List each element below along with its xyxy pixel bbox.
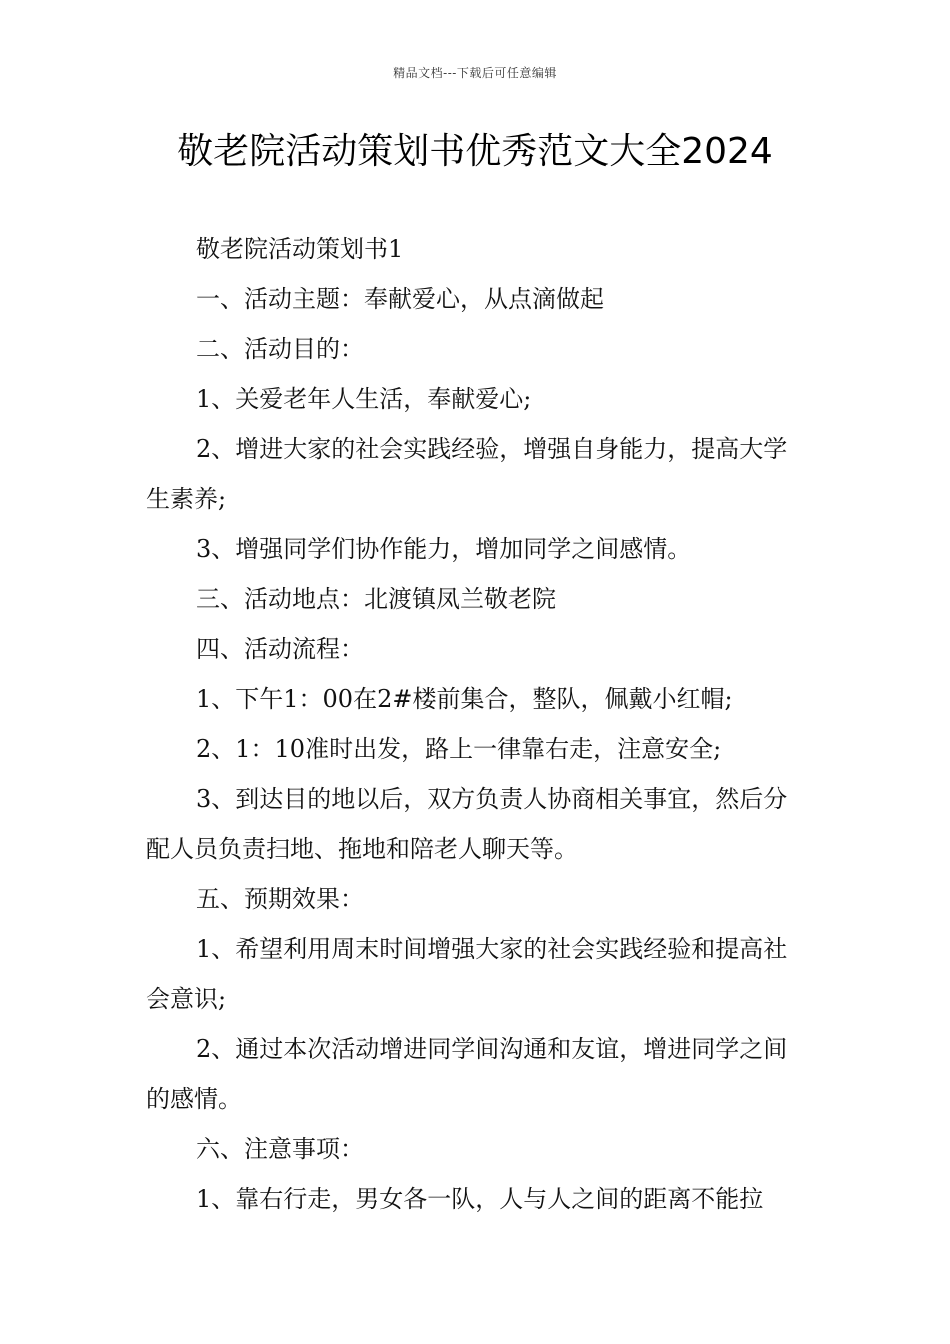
paragraph: 2、增进大家的社会实践经验，增强自身能力，提高大学生素养; (146, 435, 788, 513)
paragraph: 一、活动主题：奉献爱心，从点滴做起 (196, 285, 604, 313)
paragraph: 敬老院活动策划书1 (196, 235, 404, 263)
document-title: 敬老院活动策划书优秀范文大全2024 (177, 131, 773, 172)
paragraph: 六、注意事项： (196, 1135, 364, 1163)
paragraph: 五、预期效果： (196, 885, 364, 913)
paragraph: 2、1：10准时出发，路上一律靠右走，注意安全; (196, 735, 722, 763)
page-header: 精品文档---下载后可任意编辑 (393, 66, 557, 80)
paragraph: 3、到达目的地以后，双方负责人协商相关事宜，然后分配人员负责扫地、拖地和陪老人聊天等。 (146, 785, 788, 863)
document-body (146, 224, 806, 1224)
paragraph: 二、活动目的： (196, 335, 364, 363)
paragraph: 1、关爱老年人生活，奉献爱心; (196, 385, 532, 413)
paragraph: 三、活动地点：北渡镇凤兰敬老院 (196, 585, 556, 613)
paragraph: 3、增强同学们协作能力，增加同学之间感情。 (196, 535, 692, 563)
paragraph: 1、希望利用周末时间增强大家的社会实践经验和提高社会意识; (146, 935, 788, 1013)
paragraph: 2、通过本次活动增进同学间沟通和友谊，增进同学之间的感情。 (146, 1035, 788, 1113)
paragraph: 四、活动流程： (196, 635, 364, 663)
paragraph: 1、靠右行走，男女各一队，人与人之间的距离不能拉 (196, 1185, 764, 1213)
paragraph: 1、下午1：00在2#楼前集合，整队，佩戴小红帽; (196, 685, 733, 713)
